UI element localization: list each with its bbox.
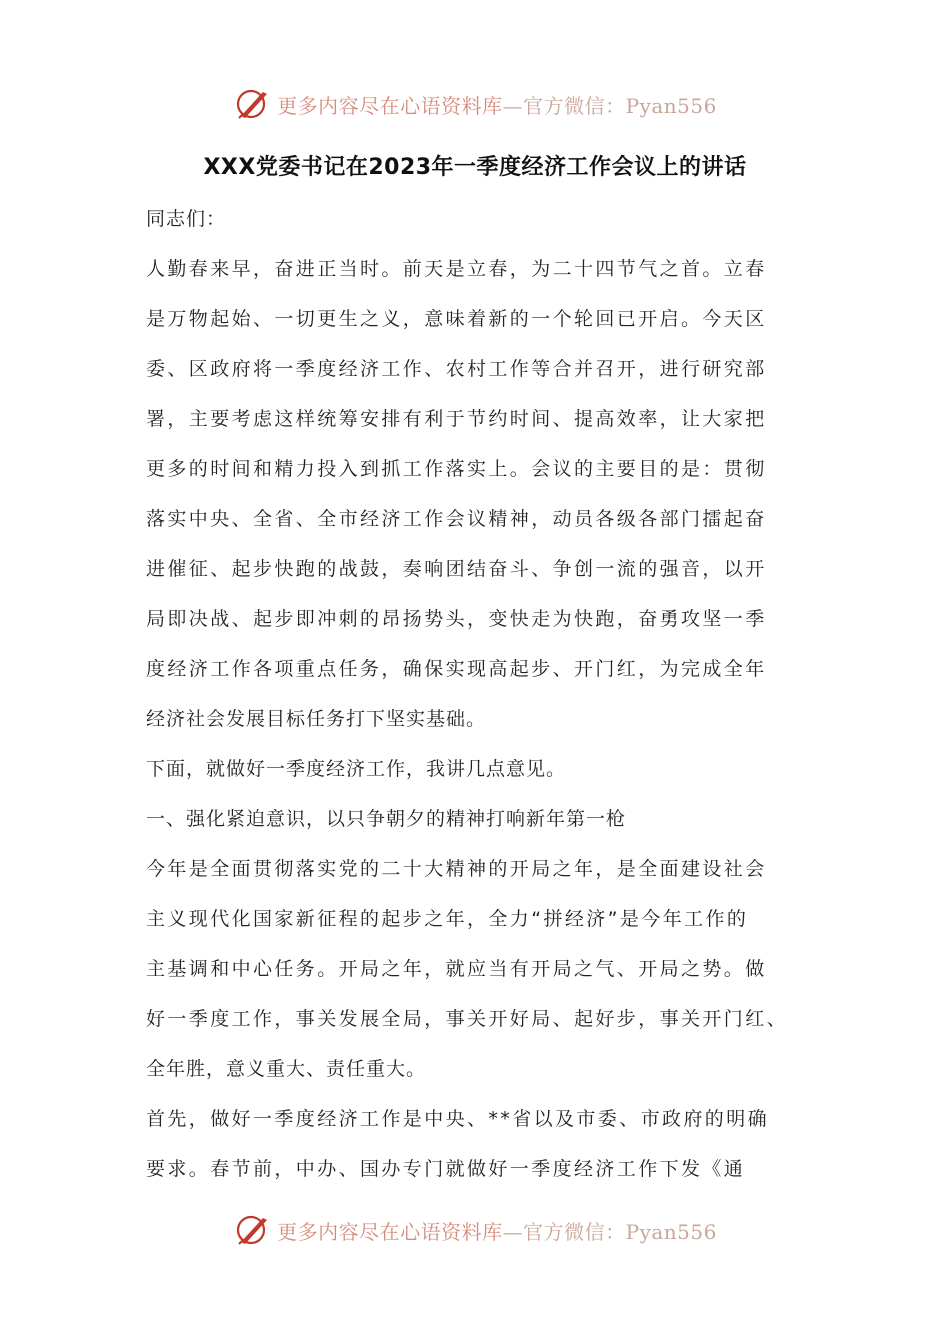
text-line: 局即决战、起步即冲刺的昂扬势头，变快走为快跑，奋勇攻坚一季 xyxy=(146,608,767,630)
quill-logo-icon xyxy=(233,84,273,124)
text-line: 进催征、起步快跑的战鼓，奏响团结奋斗、争创一流的强音，以开 xyxy=(146,558,767,580)
text-line: 好一季度工作，事关发展全局，事关开好局、起好步，事关开门红、 xyxy=(146,1008,789,1030)
text-line: 一、强化紧迫意识，以只争朝夕的精神打响新年第一枪 xyxy=(146,808,627,830)
text-line: 度经济工作各项重点任务，确保实现高起步、开门红，为完成全年 xyxy=(146,658,767,680)
watermark-header xyxy=(0,82,950,126)
document-title: XXX党委书记在2023年一季度经济工作会议上的讲话 xyxy=(203,155,747,180)
text-line: 今年是全面贯彻落实党的二十大精神的开局之年，是全面建设社会 xyxy=(146,858,767,880)
text-line: 落实中央、全省、全市经济工作会议精神，动员各级各部门擂起奋 xyxy=(146,508,767,530)
text-line: 经济社会发展目标任务打下坚实基础。 xyxy=(146,708,487,730)
text-line: 署，主要考虑这样统筹安排有利于节约时间、提高效率，让大家把 xyxy=(146,408,767,430)
text-line: 主基调和中心任务。开局之年，就应当有开局之气、开局之势。做 xyxy=(146,958,767,980)
text-line: 人勤春来早，奋进正当时。前天是立春，为二十四节气之首。立春 xyxy=(146,258,767,280)
text-line: 下面，就做好一季度经济工作，我讲几点意见。 xyxy=(146,758,567,780)
watermark-footer xyxy=(0,1208,950,1252)
text-line: 主义现代化国家新征程的起步之年，全力“拼经济”是今年工作的 xyxy=(146,908,749,930)
text-line: 要求。春节前，中办、国办专门就做好一季度经济工作下发《通 xyxy=(146,1158,746,1180)
text-line: 是万物起始、一切更生之义，意味着新的一个轮回已开启。今天区 xyxy=(146,308,767,330)
quill-logo-icon xyxy=(233,1210,273,1250)
text-line: 更多的时间和精力投入到抓工作落实上。会议的主要目的是：贯彻 xyxy=(146,458,767,480)
watermark-text: 更多内容尽在心语资料库—官方微信：Pyan556 xyxy=(277,1219,717,1244)
text-line: 全年胜，意义重大、责任重大。 xyxy=(146,1058,427,1080)
document-body xyxy=(146,194,810,1194)
watermark-text: 更多内容尽在心语资料库—官方微信：Pyan556 xyxy=(277,93,717,118)
text-line: 同志们： xyxy=(146,208,227,230)
text-line: 委、区政府将一季度经济工作、农村工作等合并召开，进行研究部 xyxy=(146,358,767,380)
text-line: 首先，做好一季度经济工作是中央、**省以及市委、市政府的明确 xyxy=(146,1108,770,1130)
